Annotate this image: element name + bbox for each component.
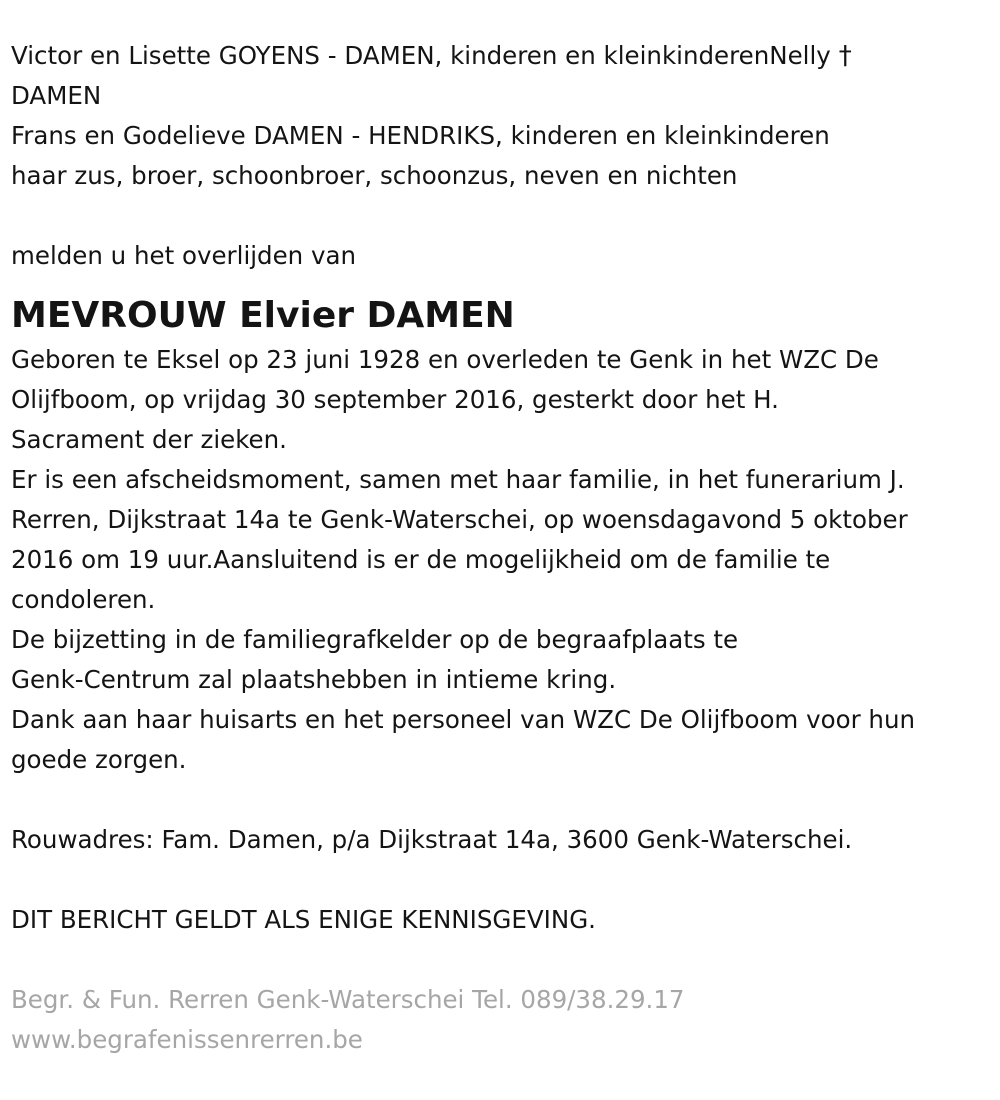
spacer — [11, 940, 996, 980]
body-line: 2016 om 19 uur.Aansluitend is er de mogelijkheid om de familie te — [11, 545, 831, 574]
body-line: Rerren, Dijkstraat 14a te Genk-Waterschei, op woensdagavond 5 oktober — [11, 505, 908, 534]
notice-text: DIT BERICHT GELDT ALS ENIGE KENNISGEVING. — [11, 905, 596, 934]
deceased-name: MEVROUW Elvier DAMEN — [11, 295, 515, 336]
mourning-address: Rouwadres: Fam. Damen, p/a Dijkstraat 14a, 3600 Genk-Waterschei. — [11, 825, 853, 854]
spacer — [11, 196, 996, 236]
body-line: Genk-Centrum zal plaatshebben in intieme kring. — [11, 665, 617, 694]
body-line: Er is een afscheidsmoment, samen met haar familie, in het funerarium J. — [11, 465, 905, 494]
obituary-body — [11, 340, 996, 780]
body-line: condoleren. — [11, 585, 156, 614]
funeral-home-website: www.begrafenissenrerren.be — [11, 1025, 363, 1054]
obituary-notice — [11, 36, 996, 1060]
body-line: De bijzetting in de familiegrafkelder op de begraafplaats te — [11, 625, 739, 654]
funeral-home-info: Begr. & Fun. Rerren Genk-Waterschei Tel. 089/38.29.17 — [11, 985, 685, 1014]
family-line-3: Frans en Godelieve DAMEN - HENDRIKS, kinderen en kleinkinderen — [11, 121, 830, 150]
announcement-text: melden u het overlijden van — [11, 241, 357, 270]
spacer — [11, 780, 996, 820]
family-line-1 — [11, 36, 996, 76]
cross-icon: † — [838, 41, 852, 71]
body-line: Geboren te Eksel op 23 juni 1928 en overleden te Genk in het WZC De — [11, 345, 879, 374]
body-line: Olijfboom, op vrijdag 30 september 2016, gesterkt door het H. — [11, 385, 779, 414]
family-line-4: haar zus, broer, schoonbroer, schoonzus, neven en nichten — [11, 161, 738, 190]
family-line-1-text: Victor en Lisette GOYENS - DAMEN, kinderen en kleinkinderenNelly — [11, 41, 831, 70]
body-line: Dank aan haar huisarts en het personeel van WZC De Olijfboom voor hun — [11, 705, 916, 734]
body-line: Sacrament der zieken. — [11, 425, 287, 454]
family-line-2: DAMEN — [11, 81, 102, 110]
spacer — [11, 860, 996, 900]
body-line: goede zorgen. — [11, 745, 187, 774]
